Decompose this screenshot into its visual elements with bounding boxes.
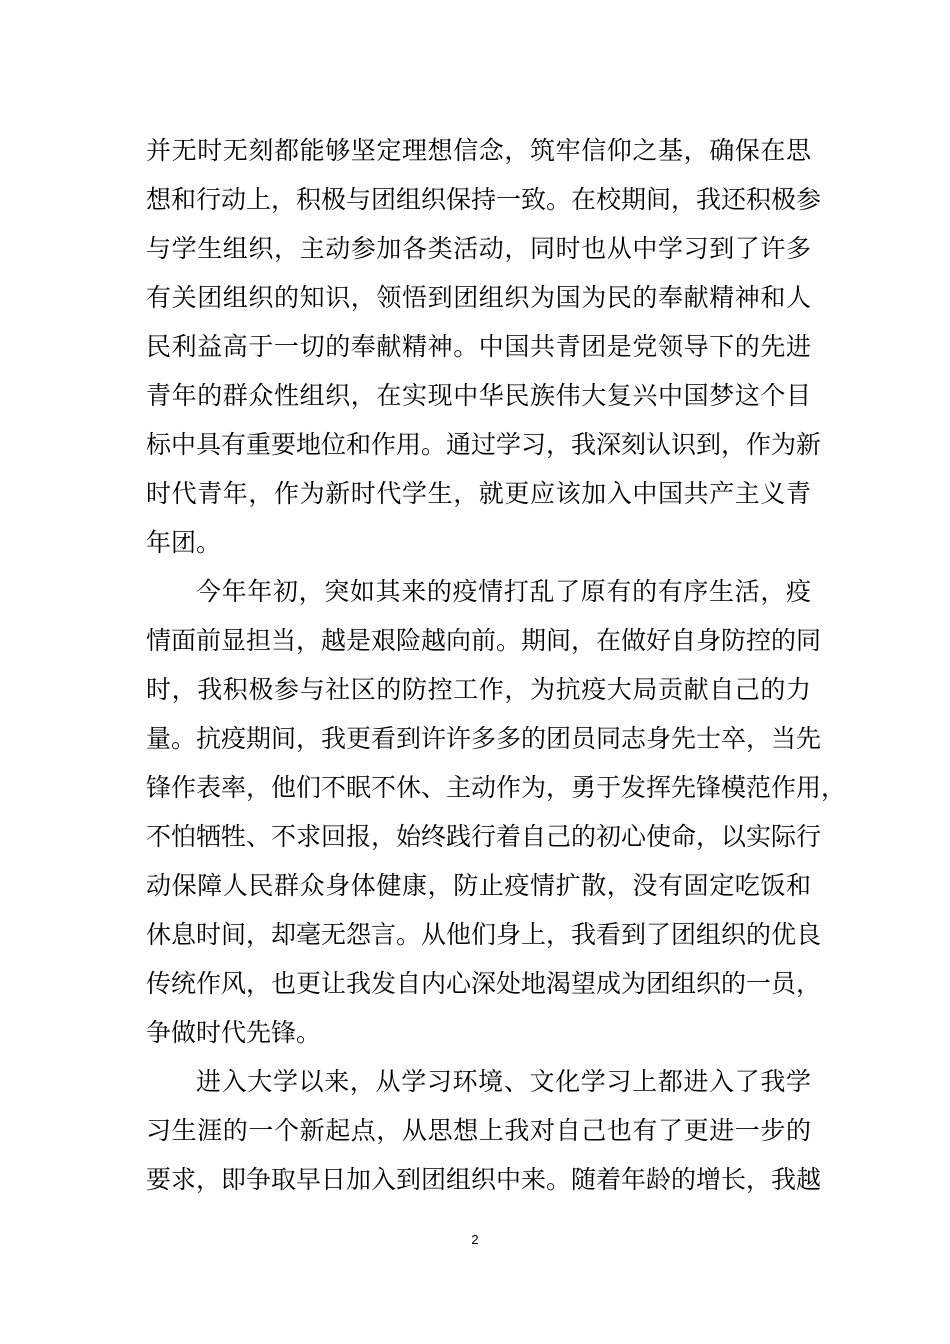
text-line: 锋作表率，他们不眠不休、主动作为，勇于发挥先锋模范作用， bbox=[146, 773, 847, 802]
text-line: 民利益高于一切的奉献精神。中国共青团是党领导下的先进 bbox=[146, 332, 811, 361]
text-line: 动保障人民群众身体健康，防止疫情扩散，没有固定吃饭和 bbox=[146, 871, 811, 900]
page-number: 2 bbox=[471, 1232, 479, 1247]
text-line: 今年年初，突如其来的疫情打乱了原有的有序生活，疫 bbox=[196, 577, 811, 606]
text-line: 习生涯的一个新起点，从思想上我对自己也有了更进一步的 bbox=[146, 1116, 811, 1145]
text-line: 标中具有重要地位和作用。通过学习，我深刻认识到，作为新 bbox=[146, 430, 822, 459]
text-line: 量。抗疫期间，我更看到许许多多的团员同志身先士卒，当先 bbox=[146, 724, 822, 753]
paragraph bbox=[146, 1057, 822, 1204]
text-line: 争做时代先锋。 bbox=[146, 1018, 322, 1047]
text-line: 与学生组织，主动参加各类活动，同时也从中学习到了许多 bbox=[146, 234, 811, 263]
text-line: 传统作风，也更让我发自内心深处地渴望成为团组织的一员， bbox=[146, 969, 822, 998]
text-line: 进入大学以来，从学习环境、文化学习上都进入了我学 bbox=[196, 1067, 811, 1096]
body-text bbox=[146, 126, 847, 1204]
text-line: 时代青年，作为新时代学生，就更应该加入中国共产主义青 bbox=[146, 479, 811, 508]
text-line: 青年的群众性组织，在实现中华民族伟大复兴中国梦这个目 bbox=[146, 381, 811, 410]
paragraph bbox=[146, 567, 847, 1057]
text-line: 想和行动上，积极与团组织保持一致。在校期间，我还积极参 bbox=[146, 185, 822, 214]
text-line: 年团。 bbox=[146, 528, 222, 557]
text-line: 并无时无刻都能够坚定理想信念，筑牢信仰之基，确保在思 bbox=[146, 136, 811, 165]
text-line: 时，我积极参与社区的防控工作，为抗疫大局贡献自己的力 bbox=[146, 675, 811, 704]
text-line: 情面前显担当，越是艰险越向前。期间，在做好自身防控的同 bbox=[146, 626, 822, 655]
text-line: 休息时间，却毫无怨言。从他们身上，我看到了团组织的优良 bbox=[146, 920, 822, 949]
paragraph bbox=[146, 126, 822, 567]
text-line: 有关团组织的知识，领悟到团组织为国为民的奉献精神和人 bbox=[146, 283, 811, 312]
text-line: 不怕牺牲、不求回报，始终践行着自己的初心使命，以实际行 bbox=[146, 822, 822, 851]
text-line: 要求，即争取早日加入到团组织中来。随着年龄的增长，我越 bbox=[146, 1165, 822, 1194]
